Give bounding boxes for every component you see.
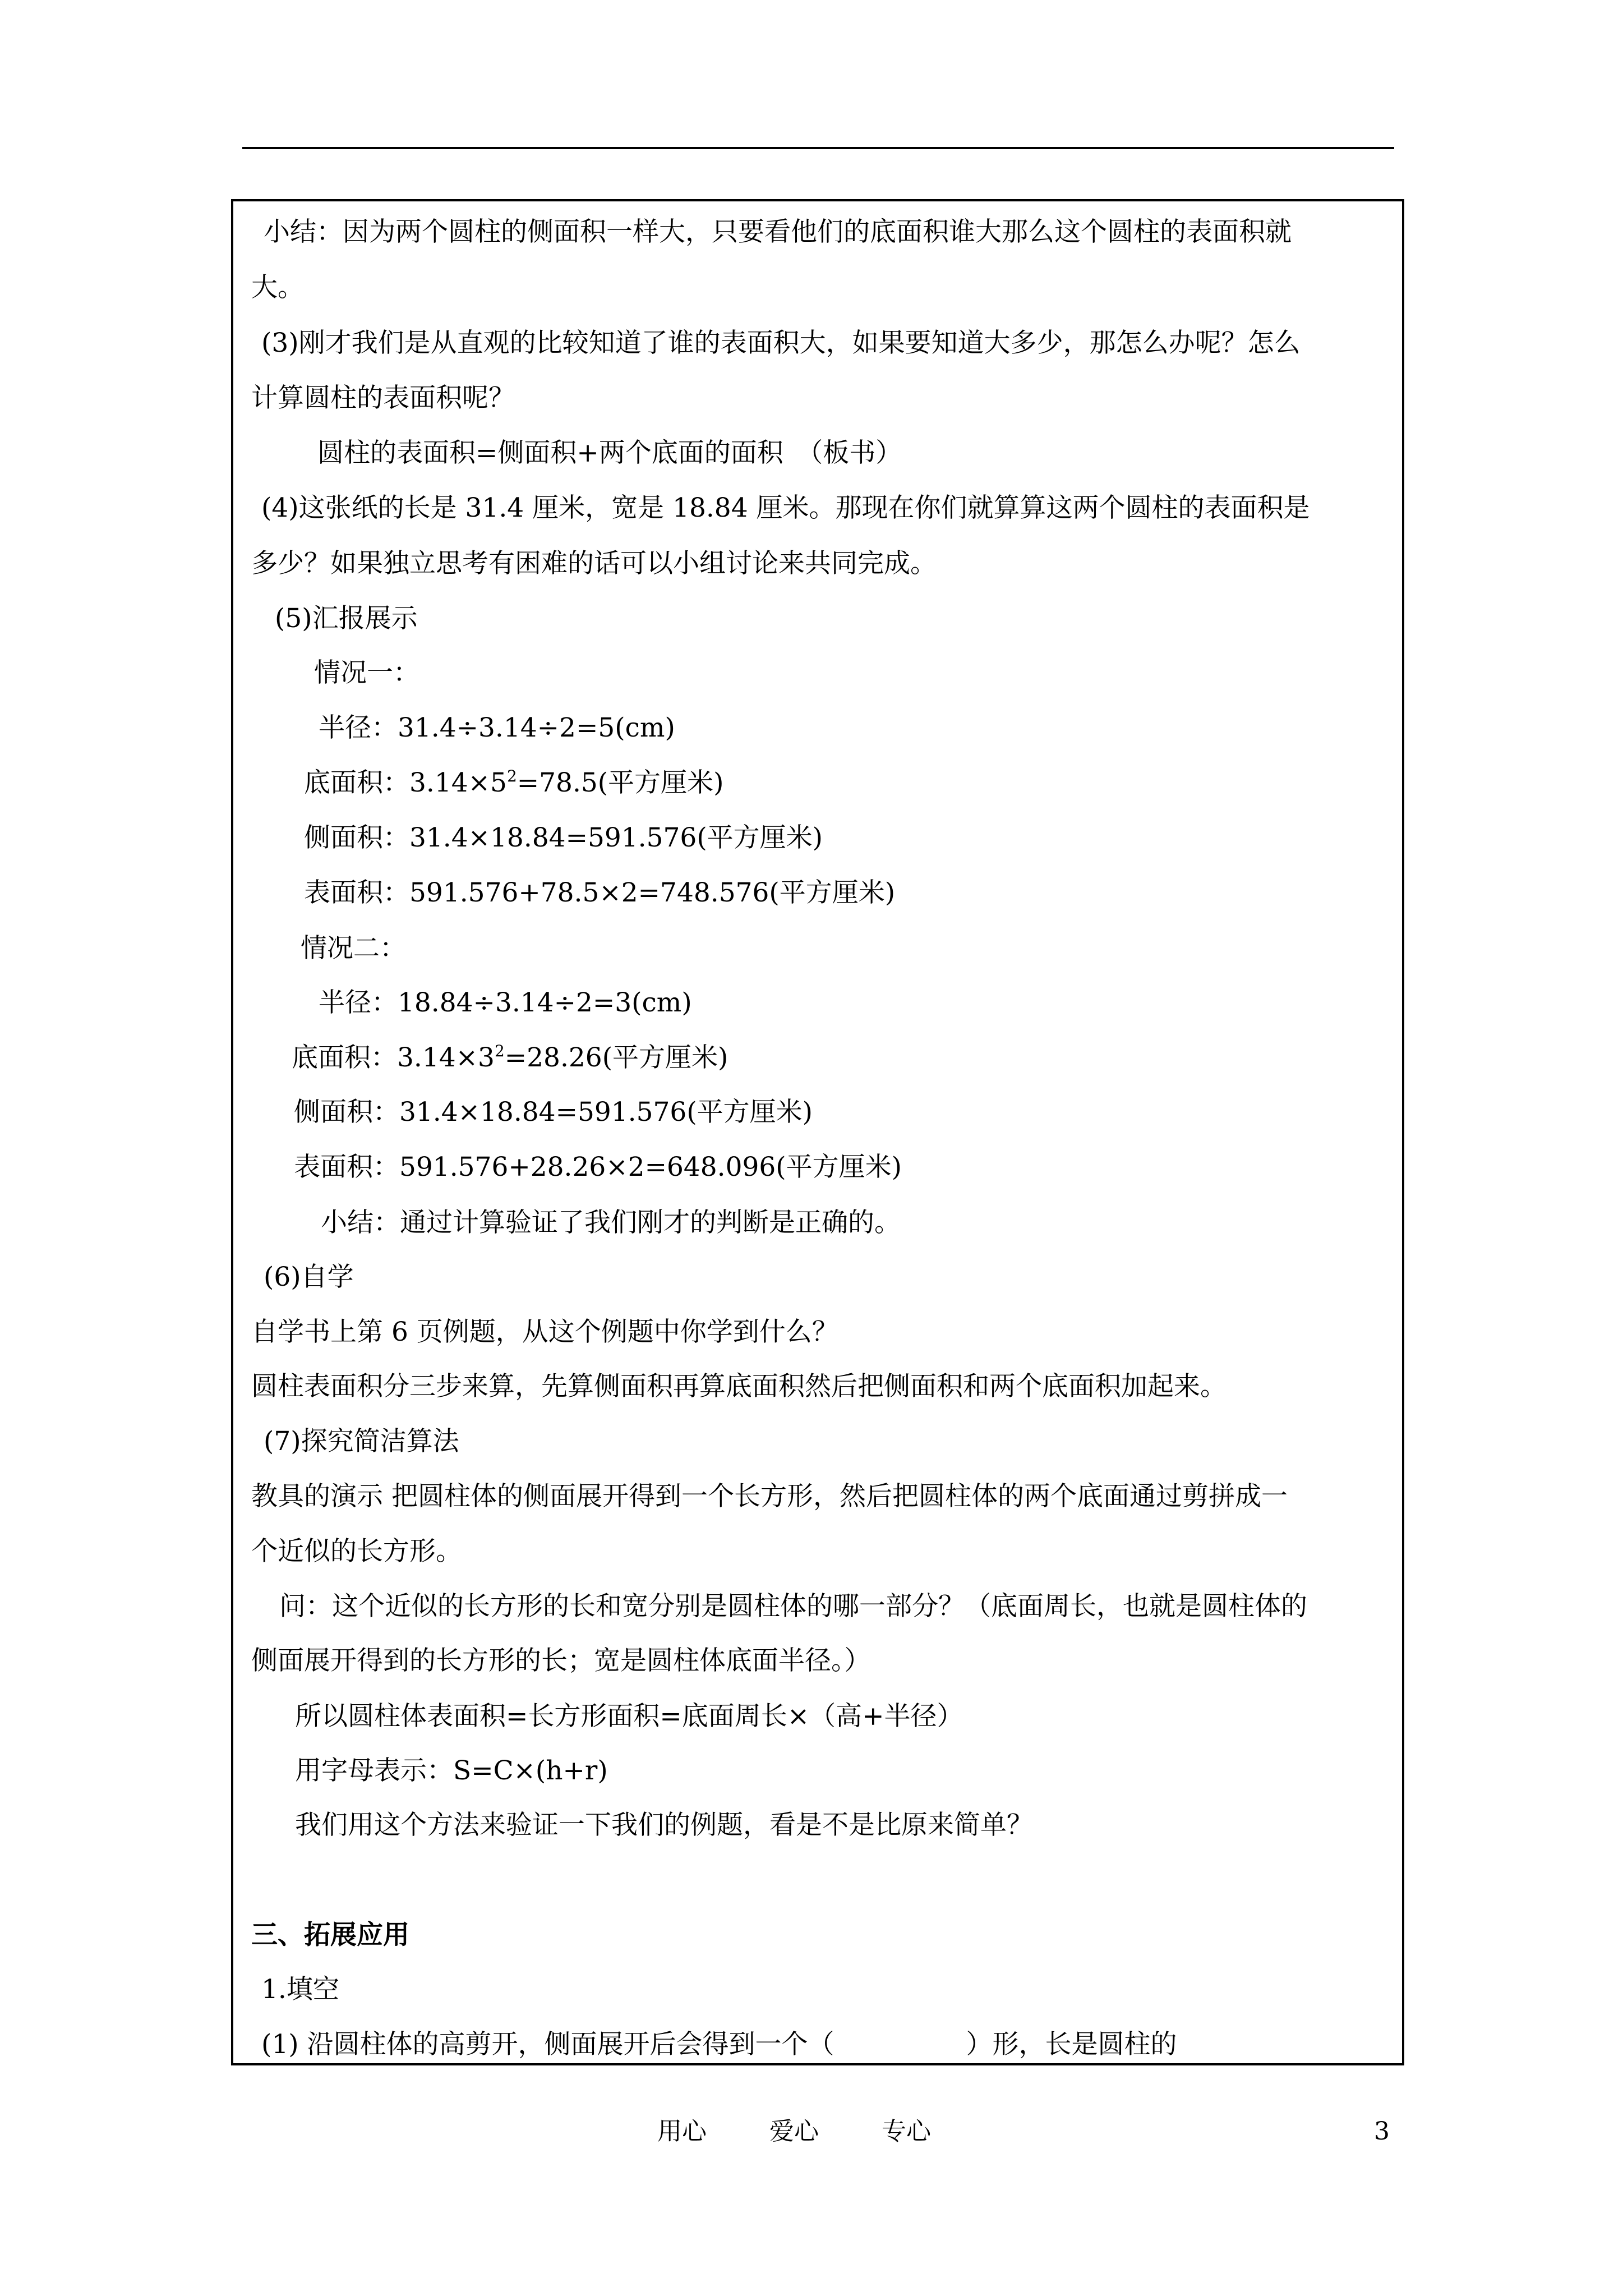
demo-line-2: 个近似的长方形。 xyxy=(251,1536,462,1567)
letter-formula: 用字母表示：S=C×(h+r) xyxy=(295,1755,608,1786)
section-3-heading: 三、拓展应用 xyxy=(251,1920,409,1950)
footer-motto-3: 专心 xyxy=(882,2117,931,2146)
question-line-2: 侧面展开得到的长方形的长；宽是圆柱体底面半径。） xyxy=(251,1645,871,1676)
case-2-surface-area: 表面积：591.576+28.26×2=648.096(平方厘米) xyxy=(294,1152,902,1182)
shortcut-heading: (7)探究简洁算法 xyxy=(264,1426,459,1457)
summary-line-1: 小结：因为两个圆柱的侧面积一样大，只要看他们的底面积谁大那么这个圆柱的表面积就 xyxy=(264,217,1292,247)
demo-line-1: 教具的演示 把圆柱体的侧面展开得到一个长方形，然后把圆柱体的两个底面通过剪拼成一 xyxy=(251,1481,1288,1512)
report-heading: (5)汇报展示 xyxy=(275,603,418,634)
case-2-radius: 半径：18.84÷3.14÷2=3(cm) xyxy=(319,987,692,1018)
question-line-1: 问：这个近似的长方形的长和宽分别是圆柱体的哪一部分？（底面周长，也就是圆柱体的 xyxy=(279,1591,1307,1622)
self-study-heading: (6)自学 xyxy=(264,1262,354,1292)
fill-blank-heading: 1.填空 xyxy=(261,1974,339,2005)
case-1-base-area: 底面积：$3.14\times 5^2=78.5$(平方厘米) xyxy=(304,767,724,798)
summary-line-2: 大。 xyxy=(251,272,304,303)
shortcut-formula: 所以圆柱体表面积=长方形面积=底面周长×（高+半径） xyxy=(295,1701,963,1732)
footer-motto-1: 用心 xyxy=(657,2117,707,2146)
self-study-answer: 圆柱表面积分三步来算，先算侧面积再算底面积然后把侧面积和两个底面积加起来。 xyxy=(251,1371,1227,1402)
question-3-line-2: 计算圆柱的表面积呢？ xyxy=(251,383,515,413)
page-number: 3 xyxy=(1374,2117,1390,2146)
case-1-radius: 半径：31.4÷3.14÷2=5(cm) xyxy=(319,712,675,743)
case-1-lateral-area: 侧面积：31.4×18.84=591.576(平方厘米) xyxy=(304,822,823,853)
case-1-surface-area: 表面积：591.576+78.5×2=748.576(平方厘米) xyxy=(304,877,896,908)
calculation-summary: 小结：通过计算验证了我们刚才的判断是正确的。 xyxy=(321,1207,901,1238)
case-1-heading: 情况一： xyxy=(314,657,419,688)
question-4-line-2: 多少？如果独立思考有困难的话可以小组讨论来共同完成。 xyxy=(251,548,937,579)
question-4-line-1: (4)这张纸的长是 31.4 厘米，宽是 18.84 厘米。那现在你们就算算这两个圆柱的表面积是 xyxy=(261,493,1310,523)
question-3-line-1: (3)刚才我们是从直观的比较知道了谁的表面积大，如果要知道大多少，那怎么办呢？怎么 xyxy=(261,328,1301,358)
fill-blank-item-1: (1) 沿圆柱体的高剪开，侧面展开后会得到一个（ ）形，长是圆柱的 xyxy=(261,2029,1177,2060)
footer-motto-2: 爱心 xyxy=(769,2117,819,2146)
case-2-base-area: 底面积：$3.14\times 3^2=28.26$(平方厘米) xyxy=(292,1042,728,1073)
case-2-lateral-area: 侧面积：31.4×18.84=591.576(平方厘米) xyxy=(294,1097,813,1128)
formula-board: 圆柱的表面积=侧面积+两个底面的面积 （板书） xyxy=(317,438,902,468)
header-rule xyxy=(242,147,1394,149)
case-2-heading: 情况二： xyxy=(301,933,406,964)
self-study-question: 自学书上第 6 页例题，从这个例题中你学到什么？ xyxy=(251,1317,838,1347)
verify-prompt: 我们用这个方法来验证一下我们的例题，看是不是比原来简单？ xyxy=(295,1810,1033,1841)
